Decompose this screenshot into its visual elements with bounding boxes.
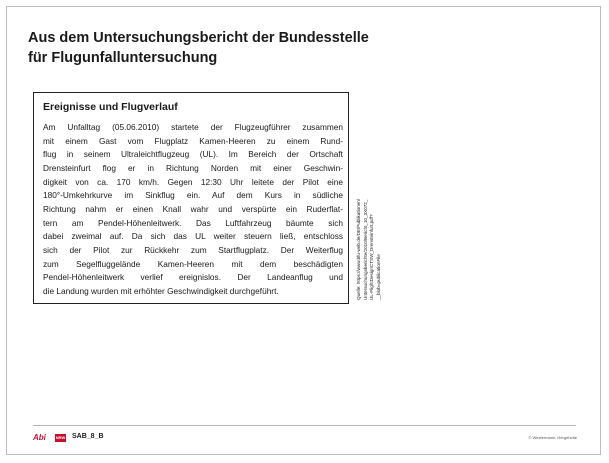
text-line: Drensteinfurt flog er in Richtung Norden mit einer Geschwin- bbox=[43, 162, 343, 173]
logo-text: Abi bbox=[33, 433, 46, 442]
text-line: mit einem Gast vom Flugplatz Kamen-Heeren zu einem Rund- bbox=[43, 135, 343, 146]
page-title bbox=[28, 28, 408, 68]
text-line: die Landung wurden mit erhöhter Geschwindigkeit durchgeführt. bbox=[43, 285, 279, 296]
source-line: UL-FlightDesignCTSW_Drensteinfurt.pdf? bbox=[369, 214, 375, 300]
source-line: __blob=publicationFile bbox=[375, 254, 381, 300]
footer-divider bbox=[33, 425, 576, 426]
text-line: Am Unfalltag (05.06.2010) startete der Flugzeugführer zusammen bbox=[43, 122, 343, 132]
text-line: 180°-Umkehrkurve im Sinkflug ein. Auf dem Kurs in südliche bbox=[43, 190, 343, 201]
source-line: Untersuchungsberichte/2010/Bericht_10_3X072_ bbox=[362, 199, 368, 300]
abi-logo bbox=[33, 432, 67, 444]
box-text bbox=[43, 121, 343, 299]
text-line: flug in seinem Ultraleichtflugzeug (UL). Im Bereich der Ortschaft bbox=[43, 149, 343, 160]
report-box bbox=[33, 92, 349, 304]
text-line: dabei zweimal auf. Da sich das UL weiter steuern ließ, entschloss bbox=[43, 231, 343, 242]
logo-badge: NRW bbox=[55, 435, 66, 440]
source-line: Quelle: https://www.bfu-web.de/DE/Publikationen/ bbox=[356, 198, 361, 300]
text-line: sich der Pilot zur Rückkehr zum Startflugplatz. Der Weiterflug bbox=[43, 244, 343, 255]
text-line: tern am Pendel-Höhenleitwerk. Das Luftfahrzeug bäumte sich bbox=[43, 217, 343, 228]
text-line: digkeit von ca. 170 km/h. Gegen 12:30 Uhr leitete der Pilot eine bbox=[43, 176, 343, 187]
source-note bbox=[356, 140, 382, 300]
text-line: zum Segelfluggelände Kamen-Heeren mit dem beschädigten bbox=[43, 258, 343, 269]
copyright-note: © Westermann, Hergeholte bbox=[528, 435, 577, 440]
text-line: Richtung nahm er einen Knall wahr und verspürte ein Ruderflat- bbox=[43, 203, 343, 214]
text-line: Pendel-Höhenleitwerk verlief ereignislos. Der Landeanflug und bbox=[43, 272, 343, 283]
box-heading: Ereignisse und Flugverlauf bbox=[43, 101, 178, 113]
title-line-2: für Flugunfalluntersuchung bbox=[28, 50, 218, 66]
document-code: SAB_8_B bbox=[72, 433, 104, 440]
title-line-1: Aus dem Untersuchungsbericht der Bundesstelle bbox=[28, 30, 369, 46]
